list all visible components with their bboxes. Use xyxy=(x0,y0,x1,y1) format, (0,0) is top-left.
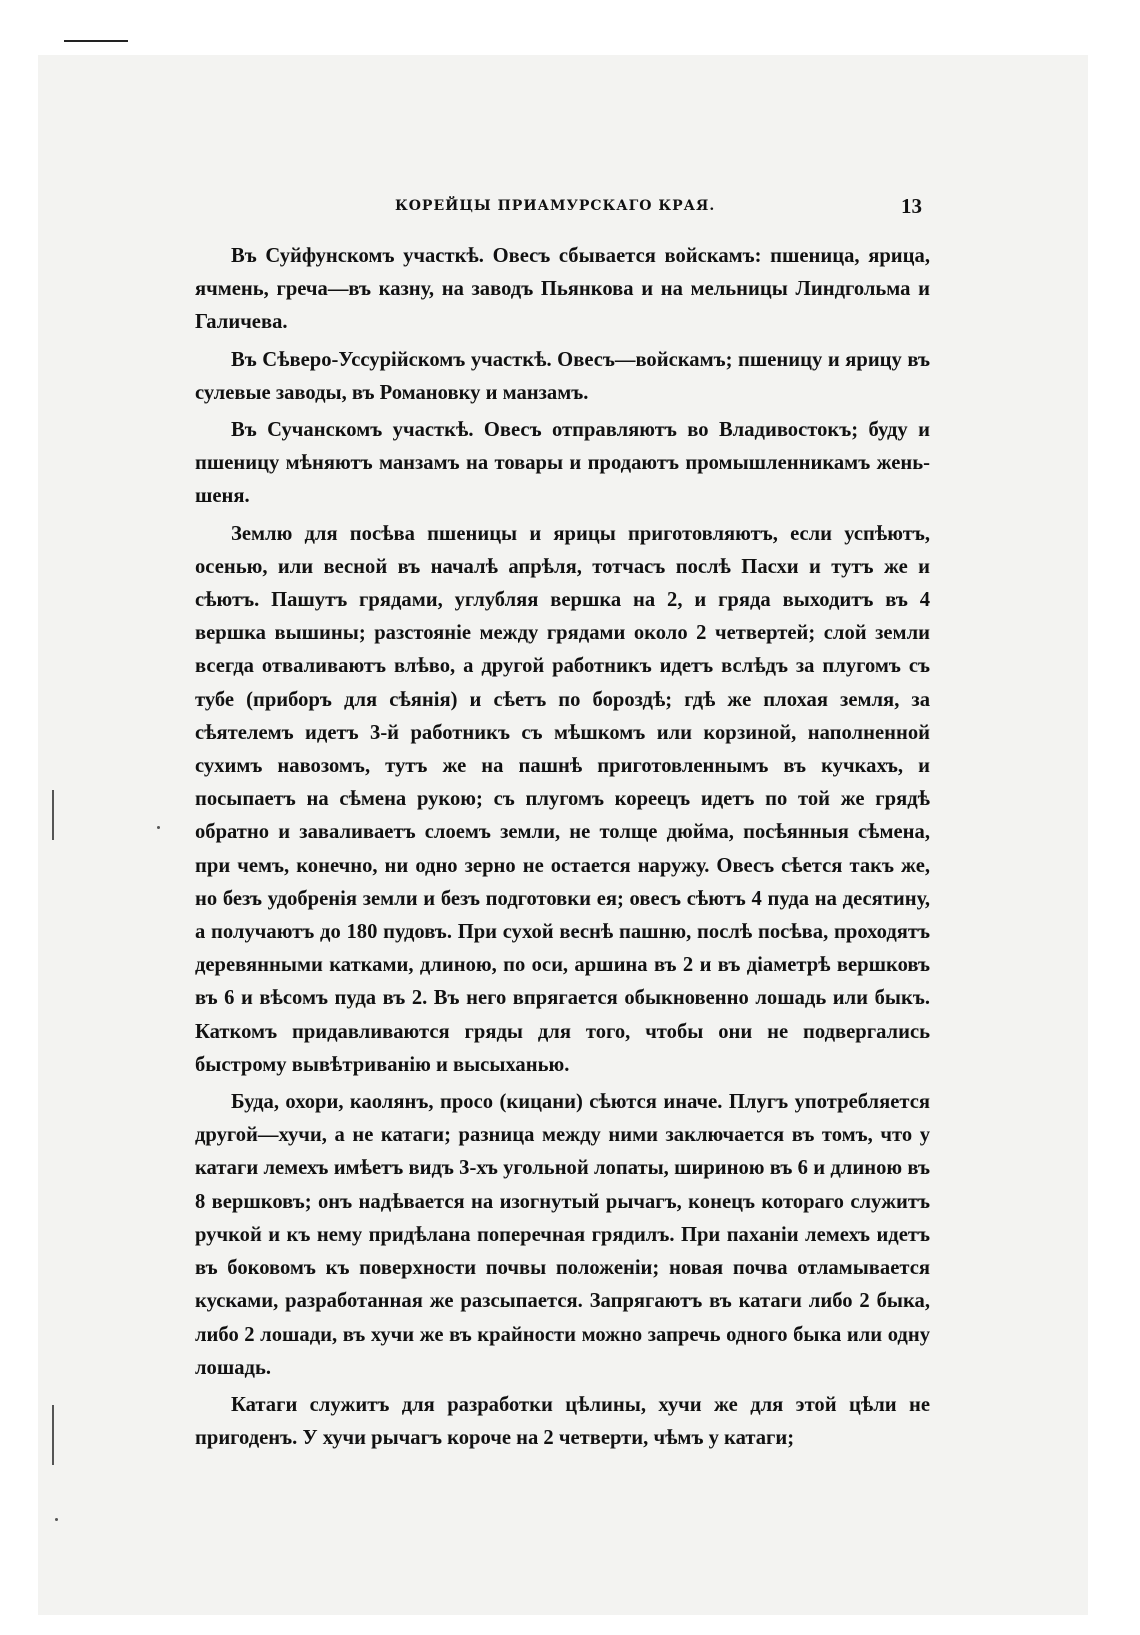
paragraph: Въ Сѣверо-Уссурійскомъ участкѣ. Овесъ—войскамъ; пшеницу и ярицу въ сулевые заводы, въ Романовку и манзамъ. xyxy=(195,348,930,404)
margin-dot xyxy=(55,1518,58,1521)
page-header xyxy=(190,196,930,226)
margin-dot xyxy=(157,826,160,829)
corner-rule xyxy=(64,40,128,42)
paragraph: Въ Суйфунскомъ участкѣ. Овесъ сбывается войскамъ: пшеница, ярица, ячмень, греча—въ казну, на заводъ Пьянкова и на мельницы Линдгольма и Галичева. xyxy=(195,245,930,334)
margin-mark xyxy=(52,790,54,840)
margin-mark xyxy=(52,1405,54,1465)
text-body xyxy=(195,240,930,1459)
paragraph: Катаги служитъ для разработки цѣлины, хучи же для этой цѣли не пригоденъ. У хучи рычагъ короче на 2 четверти, чѣмъ у катаги; xyxy=(195,1393,930,1450)
paragraph: Буда, охори, каолянъ, просо (кицани) сѣются иначе. Плугъ употребляется другой—хучи, а не катаги; разница между ними заключается въ томъ, что у катаги лемехъ имѣетъ видъ 3-хъ угольной лопаты, шириною въ 6 и длиною въ 8 вершковъ; онъ надѣвается на изогнутый рычагъ, конецъ котораго служитъ ручкой и къ нему придѣлана поперечная грядилъ. При паханіи лемехъ идетъ въ боковомъ къ поверхности почвы положеніи; новая почва отламывается кусками, разработанная же разсыпается. Запрягаютъ въ катаги либо 2 быка, либо 2 лошади, въ хучи же въ крайности можно запречь одного быка или одну лошадь. xyxy=(195,1091,930,1379)
running-title: КОРЕЙЦЫ ПРИАМУРСКАГО КРАЯ. xyxy=(395,198,716,214)
page-number: 13 xyxy=(901,194,922,218)
paragraph: Въ Сучанскомъ участкѣ. Овесъ отправляютъ во Владивостокъ; буду и пшеницу мѣняютъ манзамъ на товары и продаютъ промышленникамъ жень-шеня. xyxy=(195,419,930,508)
paragraph: Землю для посѣва пшеницы и ярицы приготовляютъ, если успѣютъ, осенью, или весной въ началѣ апрѣля, тотчасъ послѣ Пасхи и тутъ же и сѣютъ. Пашутъ грядами, углубляя вершка на 2, и гряда выходитъ въ 4 вершка вышины; разстояніе между грядами около 2 четвертей; слой земли всегда отваливаютъ влѣво, а другой работникъ идетъ вслѣдъ за плугомъ съ тубе (приборъ для сѣянія) и сѣетъ по бороздѣ; гдѣ же плохая земля, за сѣятелемъ идетъ 3-й работникъ съ мѣшкомъ или корзиной, наполненной сухимъ навозомъ, тутъ же на пашнѣ приготовленнымъ въ кучкахъ, и посыпаетъ на сѣмена рукою; съ плугомъ кореецъ идетъ по той же грядѣ обратно и заваливаетъ слоемъ земли, не толще дюйма, посѣянныя сѣмена, при чемъ, конечно, ни одно зерно не остается наружу. Овесъ сѣется такъ же, но безъ удобренія земли и безъ подготовки ея; овесъ сѣютъ 4 пуда на десятину, а получаютъ до 180 пудовъ. При сухой веснѣ пашню, послѣ посѣва, проходятъ деревянными катками, длиною, по оси, аршина въ 2 и въ діаметрѣ вершковъ въ 6 и вѣсомъ пуда въ 2. Въ него впрягается обыкновенно лошадь или быкъ. Каткомъ придавливаются гряды для того, чтобы они не подвергались быстрому вывѣтриванію и высыханью. xyxy=(195,522,930,1076)
